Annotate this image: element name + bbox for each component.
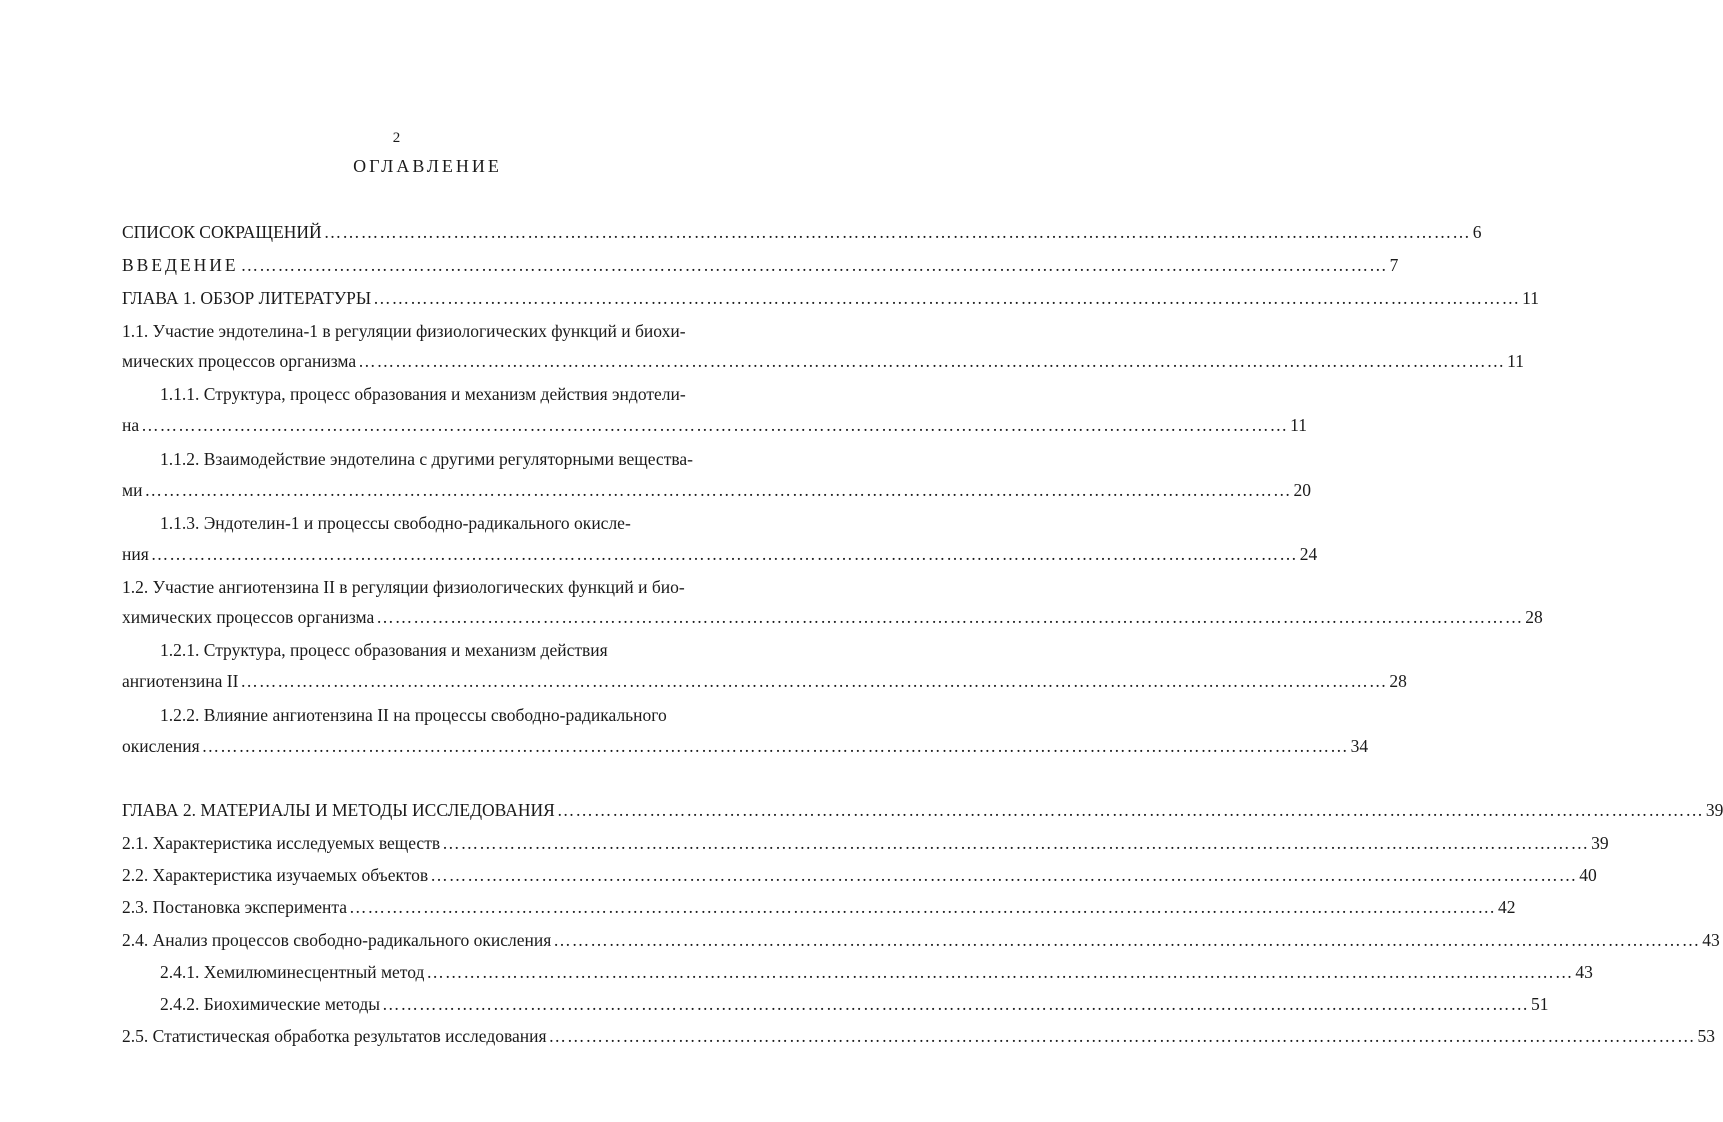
toc-entry-title: мических процессов организма: [122, 351, 357, 371]
dot-leader: ……………………………………………………………………………………………………………………………………………………………………: [553, 930, 1701, 950]
dot-leader: ……………………………………………………………………………………………………………………………………………………………………: [141, 415, 1289, 435]
dot-leader: ……………………………………………………………………………………………………………………………………………………………………: [430, 865, 1578, 885]
toc-entry-title: химических процессов организма: [122, 607, 375, 627]
toc-entry-page: 11: [1522, 288, 1540, 308]
toc-entry-title: 1.2.1. Структура, процесс образования и механизм действия: [160, 640, 608, 660]
toc-entry-title: 1.2. Участие ангиотензина II в регуляции физиологических функций и био-: [122, 577, 685, 597]
toc-entry-1-2-1-line2: [122, 667, 1407, 695]
toc-entry-title: на: [122, 415, 140, 435]
toc-entry-title: 2.4.1. Хемилюминесцентный метод: [160, 962, 425, 982]
toc-entry-1-2-line1: [122, 573, 737, 601]
toc-entry-page: 6: [1472, 222, 1482, 242]
dot-leader: ……………………………………………………………………………………………………………………………………………………………………: [556, 800, 1704, 820]
toc-entry-title: 1.1.3. Эндотелин-1 и процессы свободно-радикального окисле-: [160, 513, 631, 533]
toc-entry-page: 39: [1705, 800, 1723, 820]
dot-leader: ……………………………………………………………………………………………………………………………………………………………………: [381, 994, 1529, 1014]
toc-entry-abbreviations: [122, 218, 1482, 246]
toc-entry-page: 34: [1350, 736, 1369, 756]
toc-entry-title: ангиотензина II: [122, 671, 239, 691]
dot-leader: ……………………………………………………………………………………………………………………………………………………………………: [548, 1026, 1696, 1046]
page-title: ОГЛАВЛЕНИЕ: [353, 156, 502, 176]
toc-entry-page: 43: [1702, 930, 1720, 950]
toc-entry-chapter-1: [122, 284, 1540, 312]
toc-entry-page: 39: [1591, 833, 1609, 853]
toc-entry-1-1-2-line1: [160, 445, 737, 473]
dot-leader: ……………………………………………………………………………………………………………………………………………………………………: [240, 255, 1388, 275]
toc-entry-2-4-1: [160, 958, 1593, 986]
toc-entry-2-2: [122, 861, 1597, 889]
toc-entry-1-2-line2: [122, 603, 1543, 631]
toc-entry-title: 1.1.2. Взаимодействие эндотелина с другими регуляторными вещества-: [160, 449, 693, 469]
toc-entry-title: ВВЕДЕНИЕ: [122, 255, 239, 275]
dot-leader: ……………………………………………………………………………………………………………………………………………………………………: [201, 736, 1349, 756]
toc-entry-2-5: [122, 1022, 1716, 1050]
toc-entry-title: 2.1. Характеристика исследуемых веществ: [122, 833, 441, 853]
toc-entry-page: 7: [1389, 255, 1399, 275]
toc-entry-intro: [122, 251, 1399, 279]
dot-leader: ……………………………………………………………………………………………………………………………………………………………………: [358, 351, 1506, 371]
toc-entry-1-2-2-line1: [160, 701, 737, 729]
toc-entry-1-1-line2: [122, 347, 1524, 375]
toc-entry-1-1-2-line2: [122, 476, 1311, 504]
toc-entry-page: 24: [1299, 544, 1318, 564]
toc-entry-title: 2.2. Характеристика изучаемых объектов: [122, 865, 429, 885]
toc-entry-title: ГЛАВА 2. МАТЕРИАЛЫ И МЕТОДЫ ИССЛЕДОВАНИЯ: [122, 800, 555, 820]
toc-entry-title: ния: [122, 544, 149, 564]
toc-entry-1-2-1-line1: [160, 636, 737, 664]
toc-entry-title: ГЛАВА 1. ОБЗОР ЛИТЕРАТУРЫ: [122, 288, 372, 308]
toc-entry-page: 51: [1530, 994, 1549, 1014]
dot-leader: ……………………………………………………………………………………………………………………………………………………………………: [150, 544, 1298, 564]
toc-entry-page: 11: [1507, 351, 1524, 371]
toc-entry-2-1: [122, 829, 1609, 857]
dot-leader: ……………………………………………………………………………………………………………………………………………………………………: [376, 607, 1524, 627]
toc-entry-title: 2.4. Анализ процессов свободно-радикального окисления: [122, 930, 552, 950]
dot-leader: ……………………………………………………………………………………………………………………………………………………………………: [442, 833, 1590, 853]
toc-entry-page: 40: [1579, 865, 1597, 885]
toc-entry-title: ми: [122, 480, 143, 500]
toc-entry-title: 1.1.1. Структура, процесс образования и механизм действия эндотели-: [160, 384, 686, 404]
toc-entry-title: 2.5. Статистическая обработка результатов исследования: [122, 1026, 547, 1046]
toc-entry-title: СПИСОК СОКРАЩЕНИЙ: [122, 222, 322, 242]
toc-entry-page: 11: [1290, 415, 1307, 435]
toc-entry-page: 53: [1697, 1026, 1716, 1046]
toc-entry-2-3: [122, 893, 1516, 921]
dot-leader: ……………………………………………………………………………………………………………………………………………………………………: [373, 288, 1521, 308]
toc-entry-page: 28: [1389, 671, 1407, 691]
dot-leader: ……………………………………………………………………………………………………………………………………………………………………: [323, 222, 1471, 242]
toc-entry-page: 43: [1575, 962, 1593, 982]
toc-entry-2-4-2: [160, 990, 1549, 1018]
toc-entry-1-1-1-line1: [160, 380, 737, 408]
dot-leader: ……………………………………………………………………………………………………………………………………………………………………: [349, 897, 1497, 917]
page-number: 2: [392, 130, 401, 146]
toc-entry-page: 42: [1498, 897, 1516, 917]
toc-entry-title: 1.1. Участие эндотелина-1 в регуляции физиологических функций и биохи-: [122, 321, 686, 341]
toc-entry-title: 2.3. Постановка эксперимента: [122, 897, 348, 917]
toc-entry-2-4: [122, 926, 1720, 954]
dot-leader: ……………………………………………………………………………………………………………………………………………………………………: [240, 671, 1388, 691]
toc-entry-1-1-3-line2: [122, 540, 1318, 568]
toc-entry-1-2-2-line2: [122, 732, 1369, 760]
dot-leader: ……………………………………………………………………………………………………………………………………………………………………: [144, 480, 1292, 500]
toc-entry-page: 20: [1293, 480, 1311, 500]
toc-entry-1-1-3-line1: [160, 509, 737, 537]
dot-leader: ……………………………………………………………………………………………………………………………………………………………………: [426, 962, 1574, 982]
toc-entry-title: 2.4.2. Биохимические методы: [160, 994, 380, 1014]
toc-entry-title: окисления: [122, 736, 200, 756]
toc-entry-chapter-2: [122, 796, 1723, 824]
toc-entry-title: 1.2.2. Влияние ангиотензина II на процессы свободно-радикального: [160, 705, 667, 725]
toc-entry-1-1-line1: [122, 317, 737, 345]
toc-entry-1-1-1-line2: [122, 411, 1307, 439]
toc-entry-page: 28: [1525, 607, 1543, 627]
